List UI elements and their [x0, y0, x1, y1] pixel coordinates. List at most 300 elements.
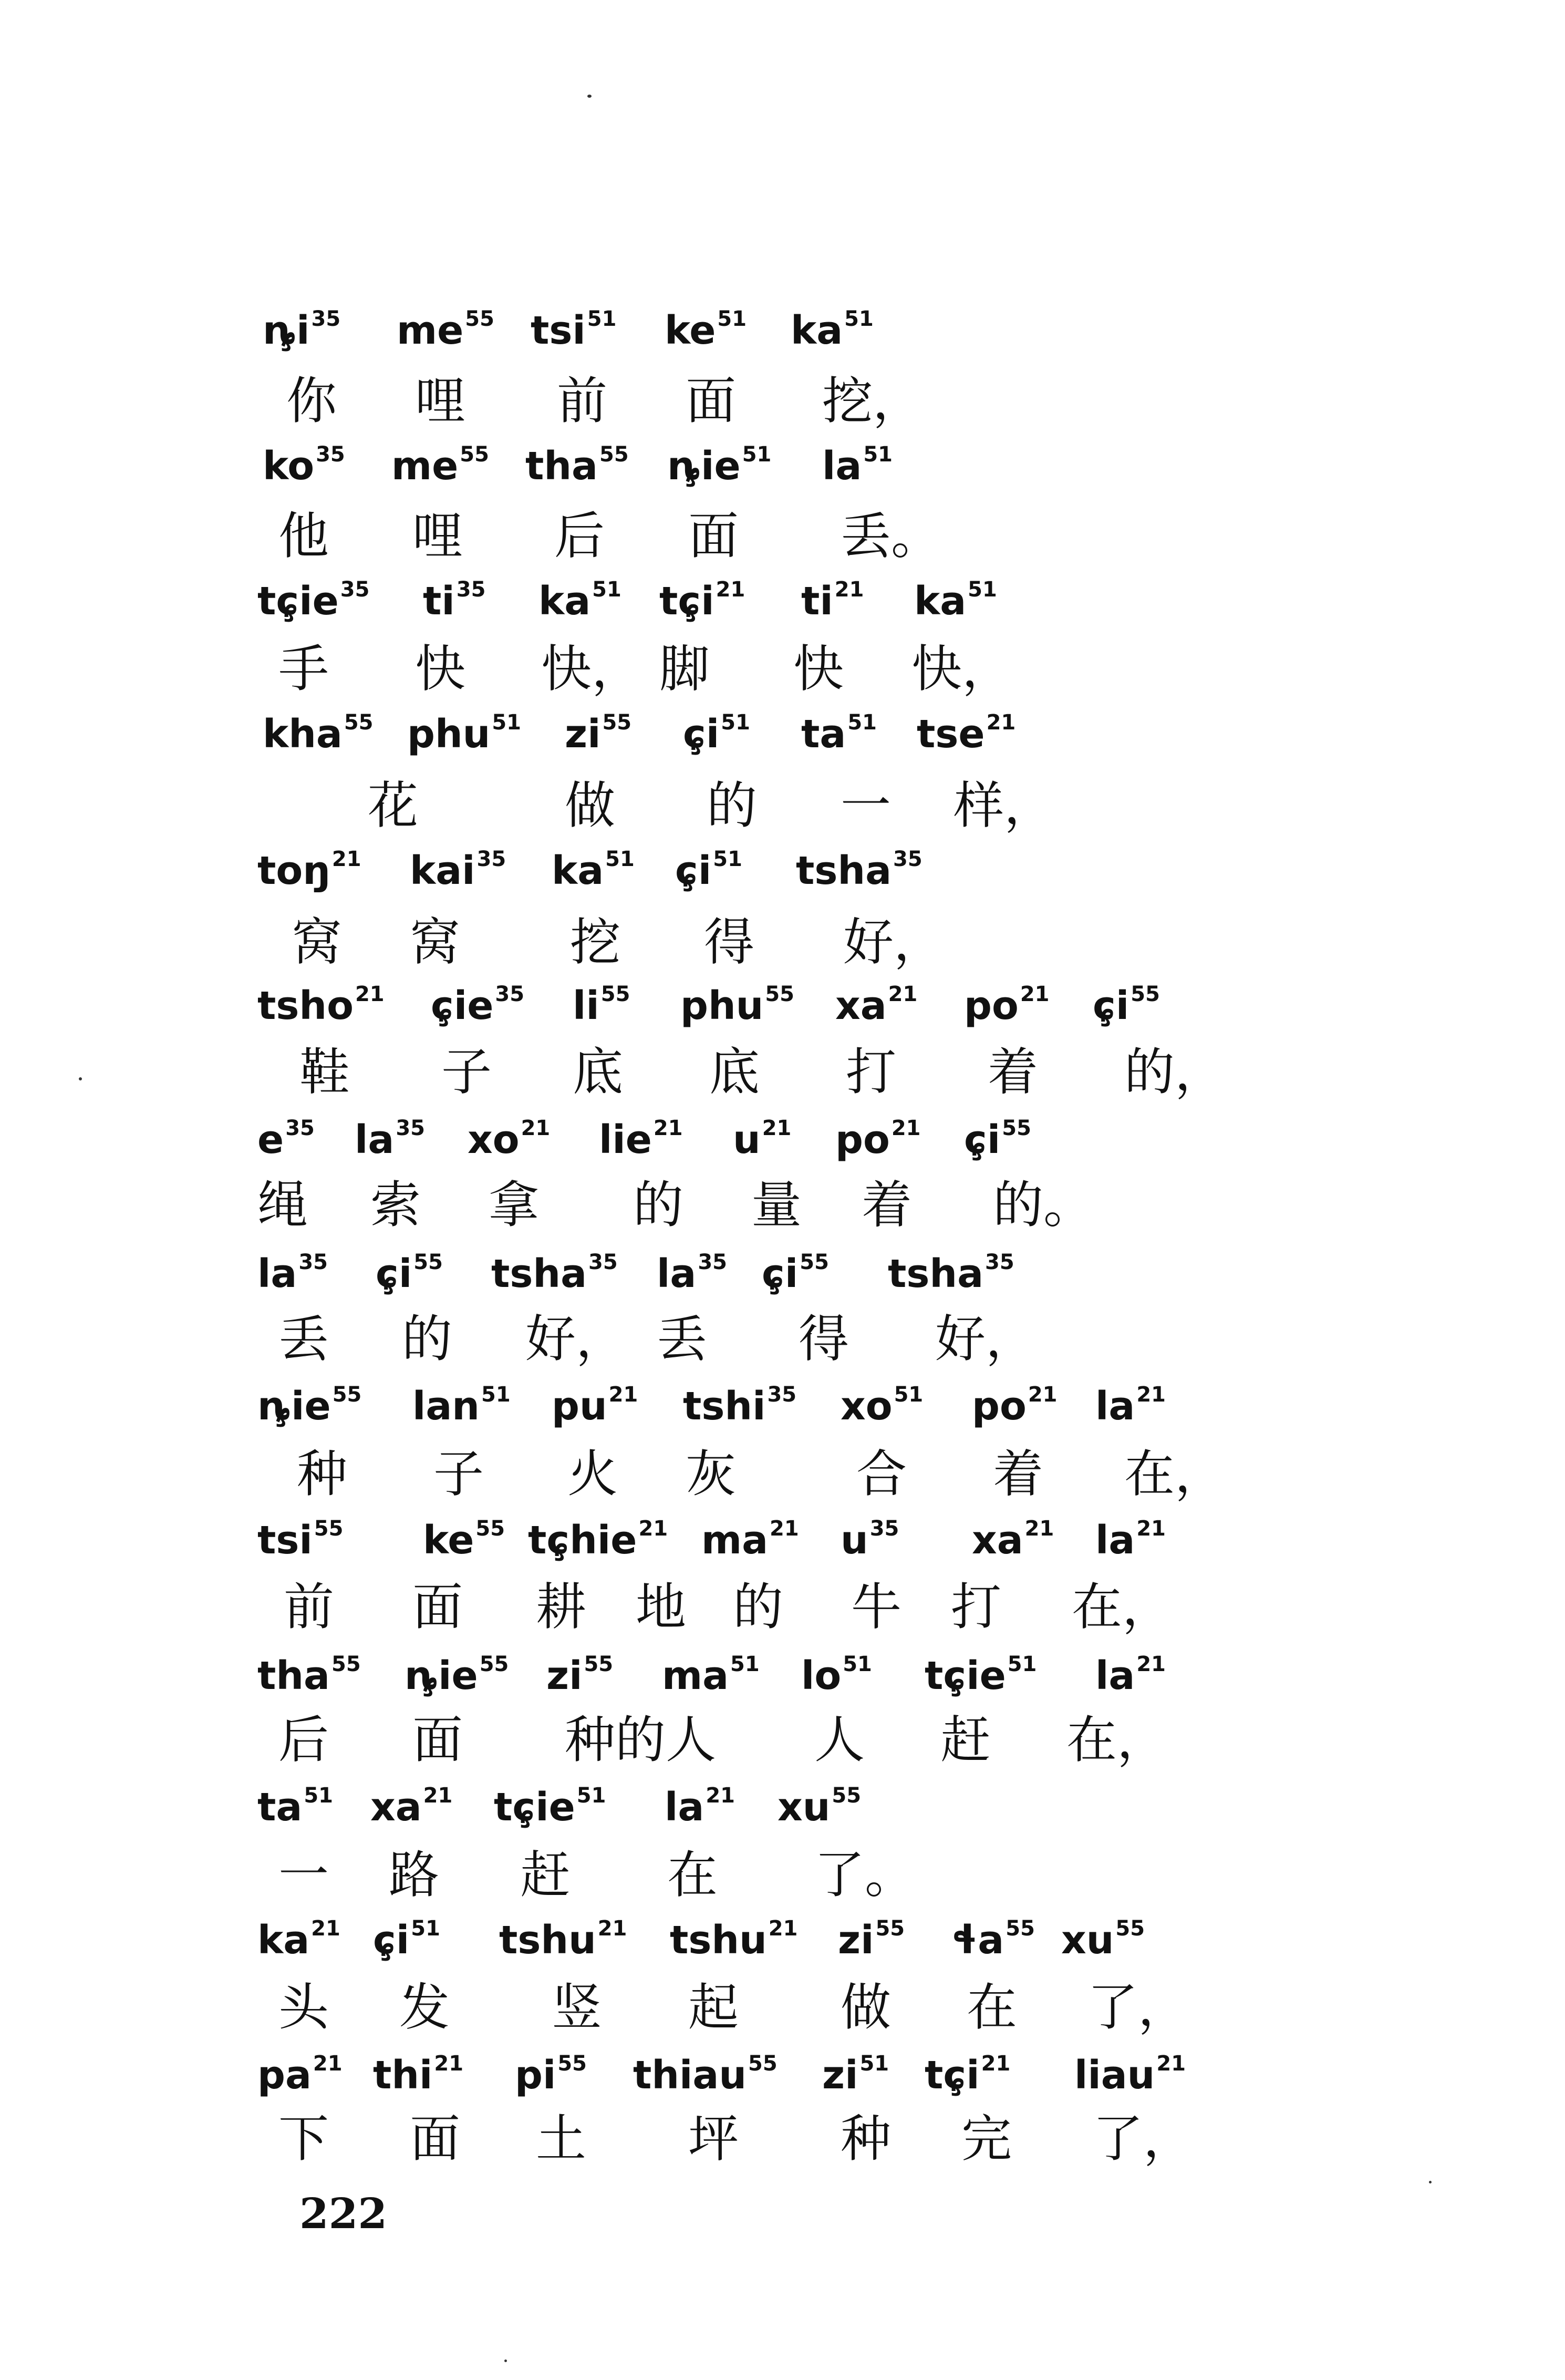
gloss-word: 的，	[1124, 1043, 1225, 1101]
gloss-word: 前	[284, 1578, 334, 1636]
syllable	[257, 1116, 315, 1162]
chinese-gloss-line	[0, 775, 1565, 838]
tone-number: 21	[608, 1383, 638, 1407]
gloss-word: 打	[846, 1043, 896, 1101]
tone-number: 55	[1131, 982, 1160, 1006]
tone-number: 51	[968, 578, 997, 602]
gloss-word: 的	[733, 1578, 783, 1636]
syllable-text: tsi	[257, 1518, 313, 1563]
syllable	[410, 847, 506, 893]
tone-number: 55	[557, 2052, 587, 2076]
tone-number: 51	[730, 1652, 760, 1676]
gloss-word: 地	[636, 1578, 686, 1636]
gloss-word: 子	[441, 1043, 492, 1101]
gloss-word: 丢	[278, 1310, 329, 1368]
gloss-word: 子	[433, 1445, 484, 1503]
romanization-line	[0, 1109, 1565, 1172]
tone-number: 51	[844, 307, 874, 331]
syllable-text: thi	[373, 2053, 433, 2098]
gloss-word: 种的人	[565, 1711, 716, 1769]
tone-number: 55	[765, 982, 795, 1006]
syllable-text: ȵ̧i	[263, 308, 310, 353]
syllable	[1095, 1383, 1166, 1429]
tone-number: 21	[653, 1116, 683, 1140]
tone-number: 51	[576, 1784, 606, 1808]
gloss-word: 他	[278, 507, 329, 565]
gloss-word: 好，	[843, 913, 944, 972]
syllable-text: kha	[263, 712, 343, 757]
syllable	[1061, 1917, 1145, 1963]
syllable-text: ka	[552, 848, 604, 893]
gloss-word: 窝	[292, 913, 342, 972]
tone-number: 21	[981, 2052, 1011, 2076]
syllable	[257, 1517, 344, 1563]
chinese-gloss-line	[0, 638, 1565, 702]
gloss-word: 牛	[851, 1578, 901, 1636]
syllable	[412, 1383, 511, 1429]
tone-number: 21	[762, 1116, 792, 1140]
gloss-word: 丢。	[841, 507, 941, 565]
syllable-text: tshi	[683, 1384, 766, 1429]
gloss-word: 了。	[814, 1846, 915, 1904]
syllable	[657, 1250, 727, 1296]
scan-speck	[79, 1077, 82, 1080]
tone-number: 21	[1136, 1383, 1166, 1407]
gloss-word: 在，	[1072, 1578, 1173, 1636]
gloss-word: 后	[554, 507, 605, 565]
syllable	[964, 1116, 1031, 1162]
gloss-word: 做	[841, 1978, 891, 2037]
syllable-text: la	[1095, 1653, 1135, 1698]
syllable	[1095, 1652, 1166, 1698]
gloss-word: 挖	[570, 913, 620, 972]
gloss-word: 好，	[525, 1310, 626, 1368]
syllable-text: xu	[1061, 1918, 1114, 1963]
gloss-word: 火	[567, 1445, 618, 1503]
syllable	[683, 710, 750, 757]
gloss-word: 面	[412, 1711, 463, 1769]
gloss-word: 竖	[552, 1978, 602, 2037]
syllable-text: ɕ̧i	[675, 848, 712, 893]
gloss-word: 了，	[1093, 2109, 1194, 2168]
gloss-word: 快，	[911, 640, 1012, 698]
gloss-word: 着	[988, 1043, 1038, 1101]
gloss-word: 手	[278, 640, 329, 698]
gloss-word: 做	[565, 776, 615, 835]
gloss-word: 土	[536, 2109, 586, 2168]
tone-number: 35	[698, 1250, 727, 1274]
chinese-gloss-line	[0, 1309, 1565, 1372]
chinese-gloss-line	[0, 1977, 1565, 2040]
syllable	[778, 1784, 862, 1830]
syllable-text: ta	[801, 712, 846, 757]
chinese-gloss-line	[0, 370, 1565, 434]
syllable-text: pu	[552, 1384, 607, 1429]
syllable-text: xa	[370, 1785, 422, 1830]
gloss-word: 在	[667, 1846, 718, 1904]
tone-number: 21	[706, 1784, 735, 1808]
tone-number: 51	[847, 710, 877, 735]
syllable-text: zi	[565, 712, 601, 757]
syllable	[407, 710, 522, 757]
tone-number: 21	[770, 1517, 799, 1541]
tone-number: 35	[311, 307, 341, 331]
gloss-word: 得	[704, 913, 754, 972]
syllable	[835, 1116, 921, 1162]
tone-number: 55	[875, 1917, 905, 1941]
syllable-text: la	[257, 1251, 297, 1296]
romanization-line	[0, 570, 1565, 633]
syllable-text: me	[397, 308, 464, 353]
tone-number: 21	[834, 578, 864, 602]
tone-number: 51	[592, 578, 621, 602]
gloss-word: 坪	[688, 2109, 739, 2168]
gloss-word: 的	[633, 1176, 683, 1234]
syllable	[670, 1917, 798, 1963]
syllable	[263, 442, 345, 489]
syllable-text: tɕ̧i	[925, 2053, 980, 2098]
syllable-text: e	[257, 1117, 284, 1162]
tone-number: 35	[396, 1116, 425, 1140]
tone-number: 55	[600, 982, 630, 1006]
syllable-text: ȵ̧ie	[667, 444, 741, 489]
syllable-text: ta	[257, 1785, 303, 1830]
gloss-word: 鞋	[299, 1043, 350, 1101]
chinese-gloss-line	[0, 1709, 1565, 1773]
gloss-word: 人	[814, 1711, 865, 1769]
tone-number: 21	[311, 1917, 340, 1941]
syllable	[499, 1917, 627, 1963]
gloss-word: 挖，	[822, 372, 923, 430]
syllable	[494, 1784, 606, 1830]
gloss-word: 脚	[659, 640, 710, 698]
gloss-word: 下	[278, 2109, 329, 2168]
syllable	[951, 1917, 1035, 1963]
chinese-gloss-line	[0, 1444, 1565, 1507]
tone-number: 35	[476, 847, 506, 871]
gloss-word: 花	[368, 776, 418, 835]
syllable	[257, 1250, 328, 1296]
syllable-text: ma	[662, 1653, 729, 1698]
syllable-text: ka	[257, 1918, 310, 1963]
syllable-text: po	[972, 1384, 1027, 1429]
syllable-text: ɕ̧i	[376, 1251, 412, 1296]
syllable	[633, 2052, 778, 2098]
syllable-text: tɕ̧ie	[925, 1653, 1006, 1698]
syllable	[838, 1917, 905, 1963]
syllable-text: tha	[525, 444, 598, 489]
scan-speck	[587, 95, 592, 98]
syllable-text: tshu	[670, 1918, 767, 1963]
romanization-line	[0, 975, 1565, 1038]
syllable-text: lie	[599, 1117, 652, 1162]
syllable	[538, 578, 621, 624]
gloss-word: 一	[278, 1846, 329, 1904]
gloss-word: 的	[402, 1310, 452, 1368]
syllable	[257, 2052, 343, 2098]
syllable-text: la	[822, 444, 862, 489]
syllable	[257, 847, 361, 893]
tone-number: 55	[800, 1250, 829, 1274]
syllable	[263, 710, 374, 757]
syllable	[822, 2052, 889, 2098]
chinese-gloss-line	[0, 506, 1565, 569]
tone-number: 55	[475, 1517, 505, 1541]
tone-number: 55	[332, 1383, 362, 1407]
syllable	[1093, 982, 1160, 1028]
syllable	[376, 1250, 443, 1296]
gloss-word: 赶	[940, 1711, 991, 1769]
syllable-text: ȵ̧ie	[257, 1384, 331, 1429]
tone-number: 55	[314, 1517, 344, 1541]
tone-number: 35	[495, 982, 525, 1006]
tone-number: 55	[460, 442, 489, 467]
syllable	[515, 2052, 587, 2098]
tone-number: 51	[492, 710, 522, 735]
syllable	[468, 1116, 551, 1162]
syllable	[397, 307, 494, 353]
gloss-word: 丢	[657, 1310, 707, 1368]
syllable	[370, 1784, 453, 1830]
syllable-text: zi	[822, 2053, 858, 2098]
syllable	[925, 1652, 1037, 1698]
syllable-text: tsho	[257, 983, 354, 1028]
gloss-word: 打	[951, 1578, 1001, 1636]
syllable	[491, 1250, 618, 1296]
gloss-word: 发	[399, 1978, 450, 2037]
syllable	[917, 710, 1016, 757]
gloss-word: 灰	[686, 1445, 736, 1503]
tone-number: 55	[584, 1652, 614, 1676]
romanization-line	[0, 840, 1565, 903]
syllable	[822, 442, 893, 489]
syllable	[667, 442, 772, 489]
syllable-text: thiau	[633, 2053, 747, 2098]
gloss-word: 快	[415, 640, 465, 698]
syllable-text: u	[841, 1518, 868, 1563]
gloss-word: 面	[412, 1578, 463, 1636]
tone-number: 21	[1020, 982, 1050, 1006]
gloss-word: 种	[297, 1445, 347, 1503]
gloss-word: 面	[410, 2109, 460, 2168]
tone-number: 51	[605, 847, 635, 871]
gloss-word: 了，	[1087, 1978, 1188, 2037]
gloss-word: 底	[573, 1043, 623, 1101]
syllable-text: tsha	[491, 1251, 587, 1296]
syllable-text: ɕ̧i	[964, 1117, 1001, 1162]
syllable-text: la	[665, 1785, 704, 1830]
syllable-text: phu	[680, 983, 764, 1028]
syllable-text: la	[1095, 1384, 1135, 1429]
syllable-text: phu	[407, 712, 491, 757]
gloss-word: 量	[751, 1176, 802, 1234]
syllable	[733, 1116, 792, 1162]
romanization-line	[0, 1645, 1565, 1708]
syllable-text: ma	[701, 1518, 769, 1563]
syllable	[914, 578, 997, 624]
syllable-text: tsi	[531, 308, 586, 353]
tone-number: 55	[479, 1652, 509, 1676]
gloss-word: 哩	[415, 372, 465, 430]
syllable	[531, 307, 617, 353]
syllable	[665, 307, 747, 353]
gloss-word: 在	[967, 1978, 1017, 2037]
romanization-line	[0, 1375, 1565, 1438]
gloss-word: 着	[993, 1445, 1043, 1503]
syllable-text: la	[355, 1117, 395, 1162]
syllable	[525, 442, 629, 489]
gloss-word: 面	[688, 507, 739, 565]
syllable-text: lan	[412, 1384, 480, 1429]
syllable-text: tɕ̧hie	[528, 1518, 637, 1563]
syllable	[762, 1250, 829, 1296]
gloss-word: 耕	[536, 1578, 586, 1636]
romanization-line	[0, 1909, 1565, 1972]
gloss-word: 路	[389, 1846, 439, 1904]
syllable-text: xo	[841, 1384, 893, 1429]
romanization-line	[0, 1776, 1565, 1839]
syllable	[801, 1652, 872, 1698]
tone-number: 55	[331, 1652, 361, 1676]
syllable	[423, 578, 486, 624]
tone-number: 35	[316, 442, 345, 467]
syllable-text: xa	[972, 1518, 1023, 1563]
page-number: 222	[299, 2189, 387, 2238]
syllable	[599, 1116, 683, 1162]
tone-number: 51	[713, 847, 742, 871]
gloss-word: 起	[688, 1978, 739, 2037]
syllable	[355, 1116, 425, 1162]
syllable	[565, 710, 632, 757]
syllable-text: ke	[423, 1518, 474, 1563]
gloss-word: 在，	[1066, 1711, 1167, 1769]
romanization-line	[0, 703, 1565, 766]
syllable-text: xo	[468, 1117, 520, 1162]
syllable-text: ɕ̧i	[373, 1918, 410, 1963]
tone-number: 51	[894, 1383, 924, 1407]
syllable	[835, 982, 918, 1028]
tone-number: 55	[1115, 1917, 1145, 1941]
syllable-text: toŋ	[257, 848, 330, 893]
scan-speck	[504, 2360, 507, 2362]
gloss-word: 得	[799, 1310, 849, 1368]
syllable	[552, 1383, 638, 1429]
gloss-word: 赶	[520, 1846, 571, 1904]
syllable	[257, 578, 370, 624]
syllable	[1095, 1517, 1166, 1563]
syllable-text: la	[657, 1251, 697, 1296]
tone-number: 51	[587, 307, 617, 331]
syllable	[257, 982, 385, 1028]
syllable-text: ɕ̧i	[1093, 983, 1129, 1028]
tone-number: 55	[602, 710, 632, 735]
syllable-text: tɕ̧ie	[257, 579, 339, 624]
gloss-word: 头	[278, 1978, 329, 2037]
syllable-text: zi	[546, 1653, 583, 1698]
gloss-word: 完	[961, 2109, 1012, 2168]
gloss-word: 快	[793, 640, 844, 698]
syllable-text: ɕ̧i	[762, 1251, 799, 1296]
syllable	[552, 847, 635, 893]
tone-number: 21	[1156, 2052, 1186, 2076]
syllable-text: zi	[838, 1918, 874, 1963]
chinese-gloss-line	[0, 2108, 1565, 2171]
gloss-word: 在，	[1124, 1445, 1225, 1503]
tone-number: 21	[423, 1784, 453, 1808]
tone-number: 21	[521, 1116, 551, 1140]
tone-number: 21	[434, 2052, 464, 2076]
syllable	[925, 2052, 1011, 2098]
tone-number: 51	[1007, 1652, 1037, 1676]
tone-number: 35	[869, 1517, 899, 1541]
tone-number: 21	[1136, 1517, 1166, 1541]
syllable	[659, 578, 745, 624]
syllable	[972, 1383, 1058, 1429]
tone-number: 55	[344, 710, 374, 735]
romanization-line	[0, 1243, 1565, 1306]
syllable-text: tɕ̧i	[659, 579, 714, 624]
syllable	[662, 1652, 760, 1698]
gloss-word: 的	[707, 776, 757, 835]
syllable-text: po	[835, 1117, 890, 1162]
syllable	[665, 1784, 735, 1830]
tone-number: 35	[588, 1250, 618, 1274]
chinese-gloss-line	[0, 1042, 1565, 1105]
syllable-text: ti	[801, 579, 833, 624]
gloss-word: 种	[841, 2109, 891, 2168]
tone-number: 55	[1006, 1917, 1035, 1941]
syllable-text: ke	[665, 308, 716, 353]
syllable	[801, 710, 877, 757]
gloss-word: 索	[370, 1176, 421, 1234]
tone-number: 51	[481, 1383, 511, 1407]
tone-number: 55	[748, 2052, 778, 2076]
tone-number: 35	[285, 1116, 315, 1140]
gloss-word: 你	[286, 372, 337, 430]
syllable-text: liau	[1074, 2053, 1155, 2098]
syllable-text: u	[733, 1117, 761, 1162]
syllable	[431, 982, 525, 1028]
tone-number: 21	[355, 982, 385, 1006]
syllable-text: xu	[778, 1785, 831, 1830]
syllable-text: li	[573, 983, 599, 1028]
syllable-text: tsha	[796, 848, 892, 893]
syllable	[964, 982, 1050, 1028]
syllable-text: ka	[791, 308, 843, 353]
syllable	[373, 1917, 440, 1963]
tone-number: 21	[768, 1917, 798, 1941]
syllable	[972, 1517, 1054, 1563]
gloss-word: 后	[278, 1711, 329, 1769]
tone-number: 55	[599, 442, 629, 467]
syllable	[423, 1517, 505, 1563]
gloss-word: 绳	[257, 1176, 308, 1234]
syllable-text: ɕ̧ie	[431, 983, 494, 1028]
tone-number: 21	[986, 710, 1016, 735]
gloss-word: 一	[841, 776, 891, 835]
chinese-gloss-line	[0, 912, 1565, 975]
gloss-word: 样，	[953, 776, 1054, 835]
romanization-line	[0, 1509, 1565, 1572]
romanization-line	[0, 435, 1565, 498]
syllable	[263, 307, 341, 353]
syllable-text: ka	[538, 579, 591, 624]
tone-number: 51	[721, 710, 750, 735]
gloss-word: 的。	[993, 1176, 1094, 1234]
syllable-text: lo	[801, 1653, 842, 1698]
syllable	[841, 1517, 899, 1563]
tone-number: 21	[891, 1116, 921, 1140]
